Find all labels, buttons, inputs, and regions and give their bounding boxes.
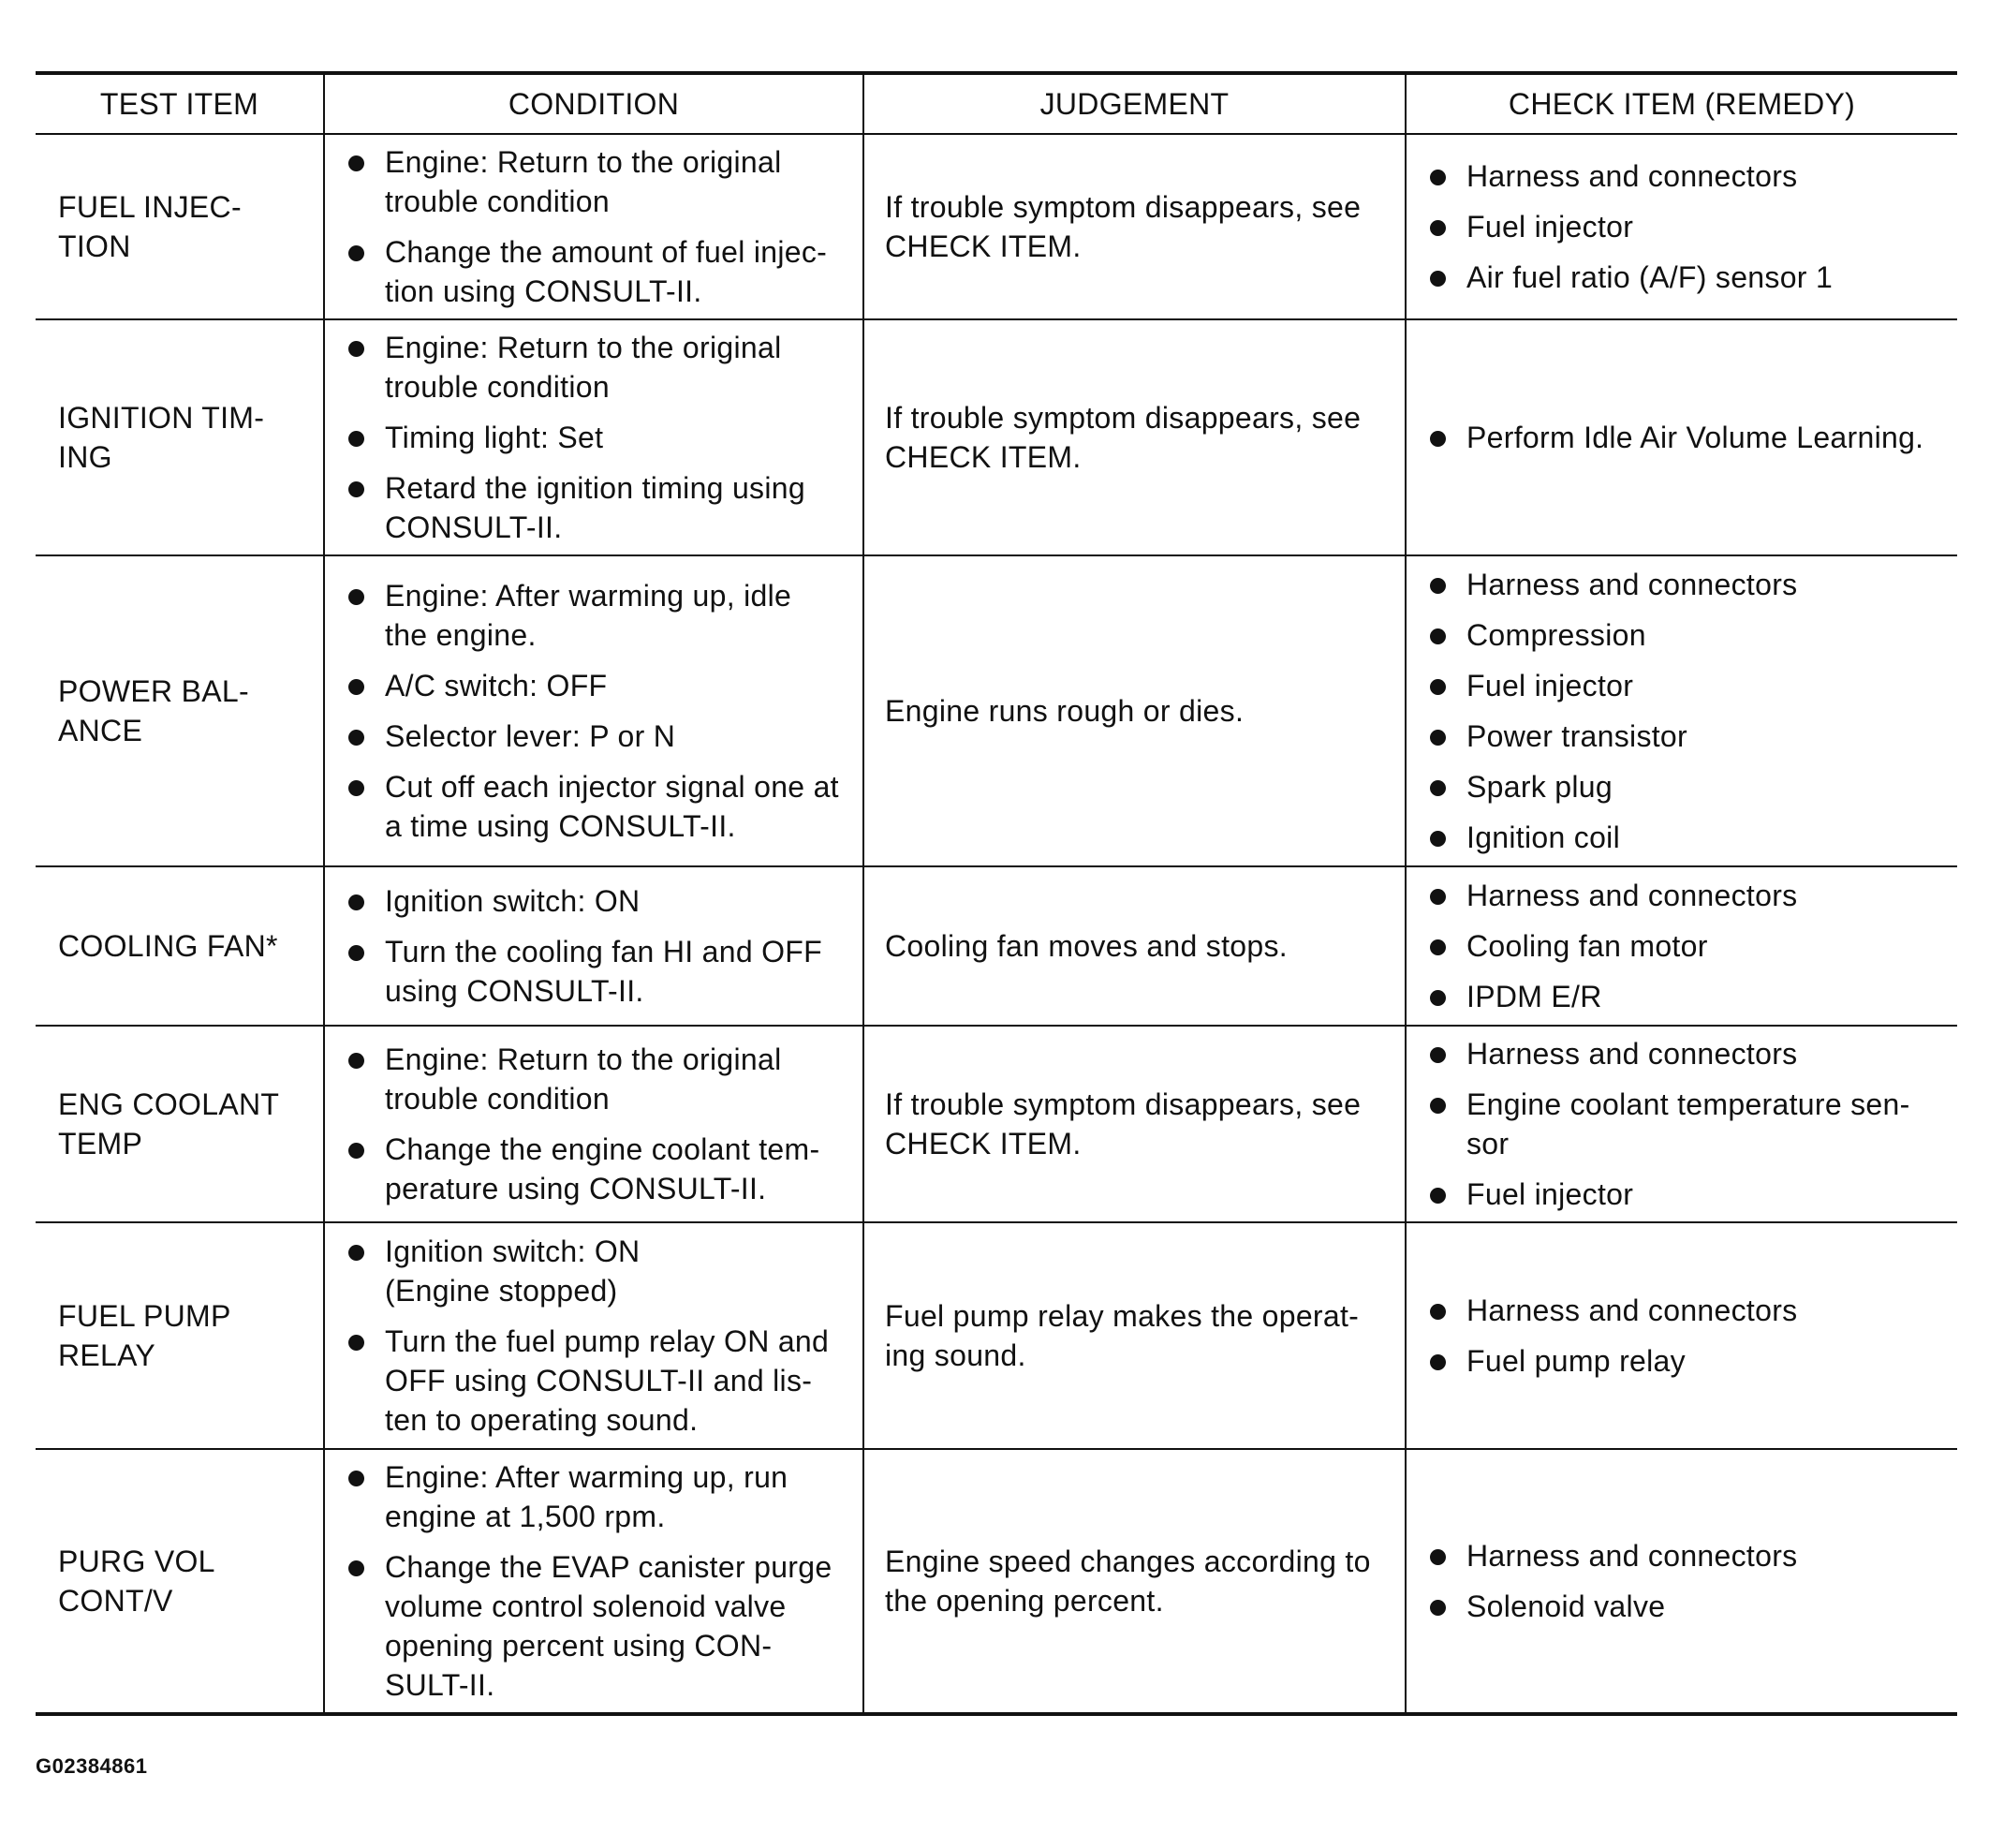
test-item-line: PURG VOL bbox=[58, 1545, 215, 1578]
judgement-cell bbox=[863, 134, 1406, 319]
check-item-cell bbox=[1406, 134, 1957, 319]
condition-line: Turn the cooling fan HI and OFF bbox=[385, 935, 823, 968]
bullet-icon bbox=[348, 780, 364, 796]
table-row bbox=[36, 1026, 1957, 1222]
check-item bbox=[1429, 666, 1948, 705]
condition-line: volume control solenoid valve bbox=[385, 1589, 787, 1623]
condition-cell bbox=[324, 866, 863, 1026]
bullet-icon bbox=[348, 1053, 364, 1069]
condition-line: Engine: Return to the original bbox=[385, 145, 782, 179]
check-item bbox=[1429, 818, 1948, 857]
condition-line: Change the amount of fuel injec- bbox=[385, 235, 828, 269]
condition-list bbox=[347, 881, 853, 1011]
bullet-icon bbox=[348, 894, 364, 910]
condition-line: tion using CONSULT-II. bbox=[385, 274, 702, 308]
condition-list bbox=[347, 1040, 853, 1208]
bullet-icon bbox=[1430, 939, 1446, 955]
table-row bbox=[36, 1222, 1957, 1449]
judgement-line: Engine runs rough or dies. bbox=[885, 694, 1245, 728]
table-body bbox=[36, 134, 1957, 1714]
condition-list bbox=[347, 328, 853, 547]
check-item bbox=[1429, 1341, 1948, 1381]
bullet-icon bbox=[1430, 679, 1446, 695]
check-item bbox=[1429, 717, 1948, 756]
test-item-line: ANCE bbox=[58, 714, 143, 747]
judgement-cell bbox=[863, 1222, 1406, 1449]
bullet-icon bbox=[348, 1245, 364, 1261]
test-item-line: RELAY bbox=[58, 1338, 156, 1372]
table-row bbox=[36, 319, 1957, 555]
table-row bbox=[36, 866, 1957, 1026]
judgement-line: If trouble symptom disappears, see bbox=[885, 1087, 1362, 1121]
check-item bbox=[1429, 977, 1948, 1016]
bullet-icon bbox=[348, 1143, 364, 1159]
bullet-icon bbox=[348, 1335, 364, 1351]
judgement-cell bbox=[863, 555, 1406, 866]
condition-line: perature using CONSULT-II. bbox=[385, 1172, 767, 1205]
header-condition: CONDITION bbox=[324, 73, 863, 134]
table-row bbox=[36, 1449, 1957, 1714]
check-item bbox=[1429, 565, 1948, 604]
judgement-line: ing sound. bbox=[885, 1338, 1026, 1372]
condition-item bbox=[347, 1232, 853, 1310]
table-row bbox=[36, 555, 1957, 866]
condition-item bbox=[347, 666, 853, 705]
condition-list bbox=[347, 576, 853, 846]
condition-line: opening percent using CON- bbox=[385, 1629, 773, 1663]
condition-line: Change the engine coolant tem- bbox=[385, 1132, 820, 1166]
condition-line: (Engine stopped) bbox=[385, 1274, 618, 1308]
table-header-row bbox=[36, 73, 1957, 134]
check-item bbox=[1429, 1175, 1948, 1214]
condition-cell bbox=[324, 555, 863, 866]
check-item-list bbox=[1429, 1536, 1948, 1626]
condition-cell bbox=[324, 1449, 863, 1714]
condition-line: Timing light: Set bbox=[385, 421, 604, 454]
judgement-cell bbox=[863, 866, 1406, 1026]
condition-item bbox=[347, 1322, 853, 1440]
header-check-item: CHECK ITEM (REMEDY) bbox=[1406, 73, 1957, 134]
condition-cell bbox=[324, 1026, 863, 1222]
condition-line: OFF using CONSULT-II and lis- bbox=[385, 1364, 813, 1397]
condition-line: ten to operating sound. bbox=[385, 1403, 699, 1437]
check-item bbox=[1429, 1536, 1948, 1575]
condition-line: trouble condition bbox=[385, 370, 610, 404]
check-item-line: Spark plug bbox=[1466, 770, 1613, 804]
judgement-line: Engine speed changes according to bbox=[885, 1545, 1371, 1578]
condition-cell bbox=[324, 1222, 863, 1449]
active-test-table bbox=[36, 71, 1957, 1716]
condition-line: engine at 1,500 rpm. bbox=[385, 1500, 666, 1533]
condition-item bbox=[347, 1130, 853, 1208]
bullet-icon bbox=[348, 341, 364, 357]
check-item bbox=[1429, 926, 1948, 966]
condition-list bbox=[347, 1457, 853, 1705]
check-item-cell bbox=[1406, 1222, 1957, 1449]
condition-item bbox=[347, 1040, 853, 1118]
condition-line: Ignition switch: ON bbox=[385, 1234, 641, 1268]
test-item-cell bbox=[36, 1026, 324, 1222]
condition-line: Retard the ignition timing using bbox=[385, 471, 805, 505]
check-item-line: IPDM E/R bbox=[1466, 980, 1602, 1013]
judgement-line: If trouble symptom disappears, see bbox=[885, 401, 1362, 435]
condition-item bbox=[347, 932, 853, 1011]
check-item bbox=[1429, 1291, 1948, 1330]
condition-item bbox=[347, 232, 853, 311]
condition-line: Engine: Return to the original bbox=[385, 331, 782, 364]
bullet-icon bbox=[1430, 431, 1446, 447]
test-item-line: ING bbox=[58, 440, 112, 474]
bullet-icon bbox=[348, 245, 364, 261]
check-item-list bbox=[1429, 565, 1948, 857]
condition-item bbox=[347, 881, 853, 921]
condition-cell bbox=[324, 134, 863, 319]
judgement-line: Fuel pump relay makes the operat- bbox=[885, 1299, 1360, 1333]
check-item-line: Ignition coil bbox=[1466, 821, 1620, 854]
check-item-list bbox=[1429, 1034, 1948, 1214]
check-item bbox=[1429, 418, 1948, 457]
bullet-icon bbox=[1430, 1549, 1446, 1565]
bullet-icon bbox=[348, 730, 364, 746]
condition-line: SULT-II. bbox=[385, 1668, 495, 1702]
judgement-line: If trouble symptom disappears, see bbox=[885, 190, 1362, 224]
condition-item bbox=[347, 328, 853, 407]
check-item-list bbox=[1429, 156, 1948, 297]
condition-item bbox=[347, 1457, 853, 1536]
check-item-line: Fuel injector bbox=[1466, 669, 1634, 702]
bullet-icon bbox=[348, 155, 364, 171]
bullet-icon bbox=[1430, 170, 1446, 185]
check-item bbox=[1429, 258, 1948, 297]
bullet-icon bbox=[1430, 1098, 1446, 1114]
condition-item bbox=[347, 468, 853, 547]
check-item-cell bbox=[1406, 1026, 1957, 1222]
condition-item bbox=[347, 576, 853, 655]
check-item-line: Harness and connectors bbox=[1466, 1037, 1798, 1071]
judgement-line: the opening percent. bbox=[885, 1584, 1164, 1618]
condition-line: Turn the fuel pump relay ON and bbox=[385, 1324, 830, 1358]
check-item bbox=[1429, 1085, 1948, 1163]
active-test-table-sheet bbox=[36, 71, 1957, 1716]
test-item-line: FUEL PUMP bbox=[58, 1299, 231, 1333]
test-item-cell bbox=[36, 866, 324, 1026]
bullet-icon bbox=[1430, 1304, 1446, 1320]
check-item-list bbox=[1429, 1291, 1948, 1381]
header-test-item: TEST ITEM bbox=[36, 73, 324, 134]
condition-line: Engine: Return to the original bbox=[385, 1042, 782, 1076]
check-item-line: Fuel injector bbox=[1466, 210, 1634, 244]
bullet-icon bbox=[1430, 990, 1446, 1006]
bullet-icon bbox=[348, 1471, 364, 1486]
bullet-icon bbox=[1430, 1600, 1446, 1616]
figure-id: G02384861 bbox=[36, 1754, 148, 1778]
check-item-line: Harness and connectors bbox=[1466, 568, 1798, 601]
test-item-line: COOLING FAN* bbox=[58, 929, 278, 963]
bullet-icon bbox=[1430, 889, 1446, 905]
check-item bbox=[1429, 1587, 1948, 1626]
bullet-icon bbox=[1430, 628, 1446, 644]
condition-line: Ignition switch: ON bbox=[385, 884, 641, 918]
condition-line: the engine. bbox=[385, 618, 537, 652]
check-item-line: sor bbox=[1466, 1127, 1510, 1161]
judgement-cell bbox=[863, 319, 1406, 555]
judgement-cell bbox=[863, 1449, 1406, 1714]
check-item-line: Perform Idle Air Volume Learning. bbox=[1466, 421, 1924, 454]
check-item-line: Fuel pump relay bbox=[1466, 1344, 1686, 1378]
check-item-cell bbox=[1406, 866, 1957, 1026]
condition-line: Selector lever: P or N bbox=[385, 719, 676, 753]
check-item bbox=[1429, 876, 1948, 915]
check-item-line: Air fuel ratio (A/F) sensor 1 bbox=[1466, 260, 1834, 294]
judgement-line: Cooling fan moves and stops. bbox=[885, 929, 1288, 963]
condition-line: a time using CONSULT-II. bbox=[385, 809, 736, 843]
judgement-line: CHECK ITEM. bbox=[885, 1127, 1082, 1161]
judgement-cell bbox=[863, 1026, 1406, 1222]
condition-list bbox=[347, 1232, 853, 1440]
check-item bbox=[1429, 156, 1948, 196]
check-item-line: Cooling fan motor bbox=[1466, 929, 1708, 963]
check-item bbox=[1429, 615, 1948, 655]
bullet-icon bbox=[348, 945, 364, 961]
check-item-cell bbox=[1406, 555, 1957, 866]
bullet-icon bbox=[1430, 1188, 1446, 1204]
check-item-line: Fuel injector bbox=[1466, 1177, 1634, 1211]
condition-cell bbox=[324, 319, 863, 555]
check-item-list bbox=[1429, 876, 1948, 1016]
bullet-icon bbox=[348, 431, 364, 447]
judgement-line: CHECK ITEM. bbox=[885, 440, 1082, 474]
check-item-cell bbox=[1406, 1449, 1957, 1714]
check-item-line: Engine coolant temperature sen- bbox=[1466, 1087, 1910, 1121]
check-item-line: Harness and connectors bbox=[1466, 159, 1798, 193]
bullet-icon bbox=[1430, 1354, 1446, 1370]
header-judgement: JUDGEMENT bbox=[863, 73, 1406, 134]
condition-item bbox=[347, 1547, 853, 1705]
test-item-line: TEMP bbox=[58, 1127, 143, 1161]
condition-line: Change the EVAP canister purge bbox=[385, 1550, 832, 1584]
condition-item bbox=[347, 767, 853, 846]
condition-item bbox=[347, 717, 853, 756]
test-item-line: TION bbox=[58, 229, 131, 263]
bullet-icon bbox=[348, 679, 364, 695]
check-item-line: Harness and connectors bbox=[1466, 879, 1798, 912]
condition-line: Engine: After warming up, run bbox=[385, 1460, 788, 1494]
check-item-cell bbox=[1406, 319, 1957, 555]
test-item-line: POWER BAL- bbox=[58, 674, 249, 708]
bullet-icon bbox=[1430, 780, 1446, 796]
bullet-icon bbox=[348, 1560, 364, 1576]
judgement-line: CHECK ITEM. bbox=[885, 229, 1082, 263]
check-item bbox=[1429, 1034, 1948, 1073]
test-item-line: FUEL INJEC- bbox=[58, 190, 242, 224]
check-item-list bbox=[1429, 418, 1948, 457]
condition-line: Engine: After warming up, idle bbox=[385, 579, 792, 613]
test-item-line: ENG COOLANT bbox=[58, 1087, 280, 1121]
bullet-icon bbox=[1430, 831, 1446, 847]
check-item-line: Harness and connectors bbox=[1466, 1294, 1798, 1327]
bullet-icon bbox=[1430, 1047, 1446, 1063]
condition-line: Cut off each injector signal one at bbox=[385, 770, 839, 804]
bullet-icon bbox=[1430, 271, 1446, 287]
condition-line: A/C switch: OFF bbox=[385, 669, 608, 702]
condition-line: trouble condition bbox=[385, 185, 610, 218]
bullet-icon bbox=[1430, 578, 1446, 594]
test-item-cell bbox=[36, 319, 324, 555]
condition-line: trouble condition bbox=[385, 1082, 610, 1116]
condition-line: using CONSULT-II. bbox=[385, 974, 644, 1008]
check-item-line: Power transistor bbox=[1466, 719, 1687, 753]
check-item bbox=[1429, 767, 1948, 806]
check-item bbox=[1429, 207, 1948, 246]
bullet-icon bbox=[348, 589, 364, 605]
check-item-line: Harness and connectors bbox=[1466, 1539, 1798, 1573]
test-item-cell bbox=[36, 555, 324, 866]
check-item-line: Solenoid valve bbox=[1466, 1589, 1666, 1623]
check-item-line: Compression bbox=[1466, 618, 1646, 652]
table-row bbox=[36, 134, 1957, 319]
test-item-cell bbox=[36, 1449, 324, 1714]
bullet-icon bbox=[1430, 730, 1446, 746]
bullet-icon bbox=[1430, 220, 1446, 236]
condition-line: CONSULT-II. bbox=[385, 510, 563, 544]
condition-list bbox=[347, 142, 853, 311]
test-item-line: CONT/V bbox=[58, 1584, 173, 1618]
condition-item bbox=[347, 142, 853, 221]
bullet-icon bbox=[348, 481, 364, 497]
test-item-cell bbox=[36, 134, 324, 319]
test-item-cell bbox=[36, 1222, 324, 1449]
test-item-line: IGNITION TIM- bbox=[58, 401, 265, 435]
condition-item bbox=[347, 418, 853, 457]
